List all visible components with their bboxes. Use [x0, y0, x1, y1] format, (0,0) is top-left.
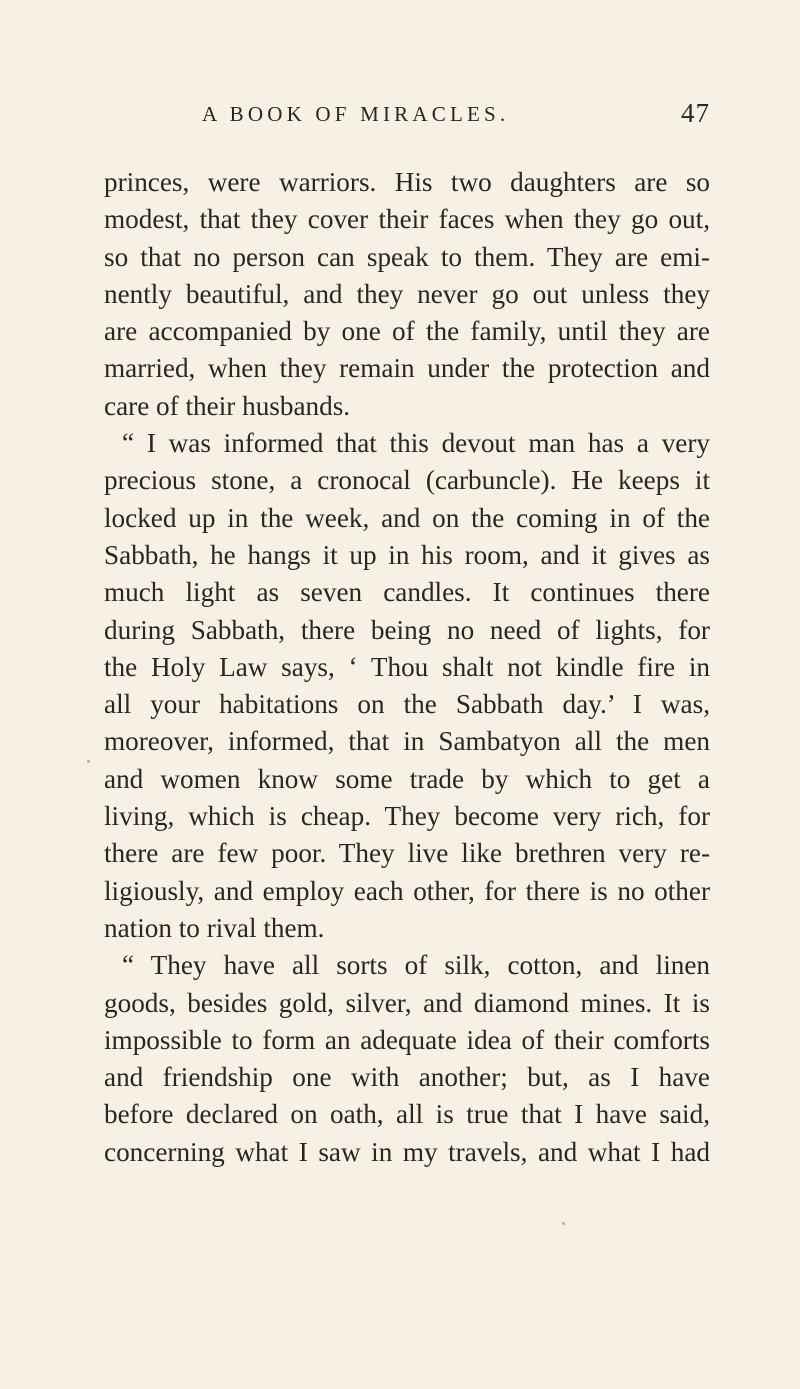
- page-number: 47: [681, 98, 710, 128]
- text-line: modest, that they cover their faces when they go out,: [104, 204, 710, 235]
- text-line: impossible to form an adequate idea of their comforts: [104, 1024, 710, 1055]
- body-text: [104, 164, 710, 1171]
- text-line: living, which is cheap. They become very rich, for: [104, 801, 710, 832]
- text-line: Sabbath, he hangs it up in his room, and it gives as: [104, 539, 710, 570]
- text-line: and women know some trade by which to get a: [104, 763, 710, 794]
- text-line: “ They have all sorts of silk, cotton, and linen: [122, 950, 710, 981]
- text-line: moreover, informed, that in Sambatyon all the men: [104, 726, 710, 757]
- running-title: A BOOK OF MIRACLES.: [202, 102, 510, 126]
- text-line: care of their husbands.: [104, 390, 351, 421]
- text-line: ligiously, and employ each other, for there is no other: [104, 875, 710, 906]
- text-line: nation to rival them.: [104, 912, 325, 943]
- text-line: nently beautiful, and they never go out unless they: [104, 278, 710, 309]
- text-line: and friendship one with another; but, as I have: [104, 1062, 710, 1093]
- text-line: “ I was informed that this devout man has a very: [122, 428, 710, 459]
- text-line: during Sabbath, there being no need of lights, for: [104, 614, 710, 645]
- text-line: before declared on oath, all is true that I have said,: [104, 1099, 710, 1130]
- text-line: concerning what I saw in my travels, and what I had: [104, 1136, 710, 1167]
- text-line: all your habitations on the Sabbath day.’ I was,: [104, 689, 710, 720]
- margin-mark: [87, 760, 90, 763]
- text-line: princes, were warriors. His two daughters are so: [104, 167, 710, 197]
- text-line: there are few poor. They live like brethren very re-: [104, 838, 710, 869]
- text-line: so that no person can speak to them. They are emi-: [104, 241, 710, 272]
- text-line: married, when they remain under the protection and: [104, 353, 710, 384]
- running-head: [202, 98, 710, 134]
- text-line: locked up in the week, and on the coming in of the: [104, 502, 710, 533]
- text-line: precious stone, a cronocal (carbuncle). He keeps it: [104, 465, 710, 496]
- text-line: the Holy Law says, ‘ Thou shalt not kindle fire in: [104, 651, 710, 682]
- text-line: are accompanied by one of the family, until they are: [104, 316, 710, 347]
- text-line: goods, besides gold, silver, and diamond mines. It is: [104, 987, 710, 1018]
- margin-mark: [562, 1222, 565, 1225]
- text-line: much light as seven candles. It continues there: [104, 577, 710, 608]
